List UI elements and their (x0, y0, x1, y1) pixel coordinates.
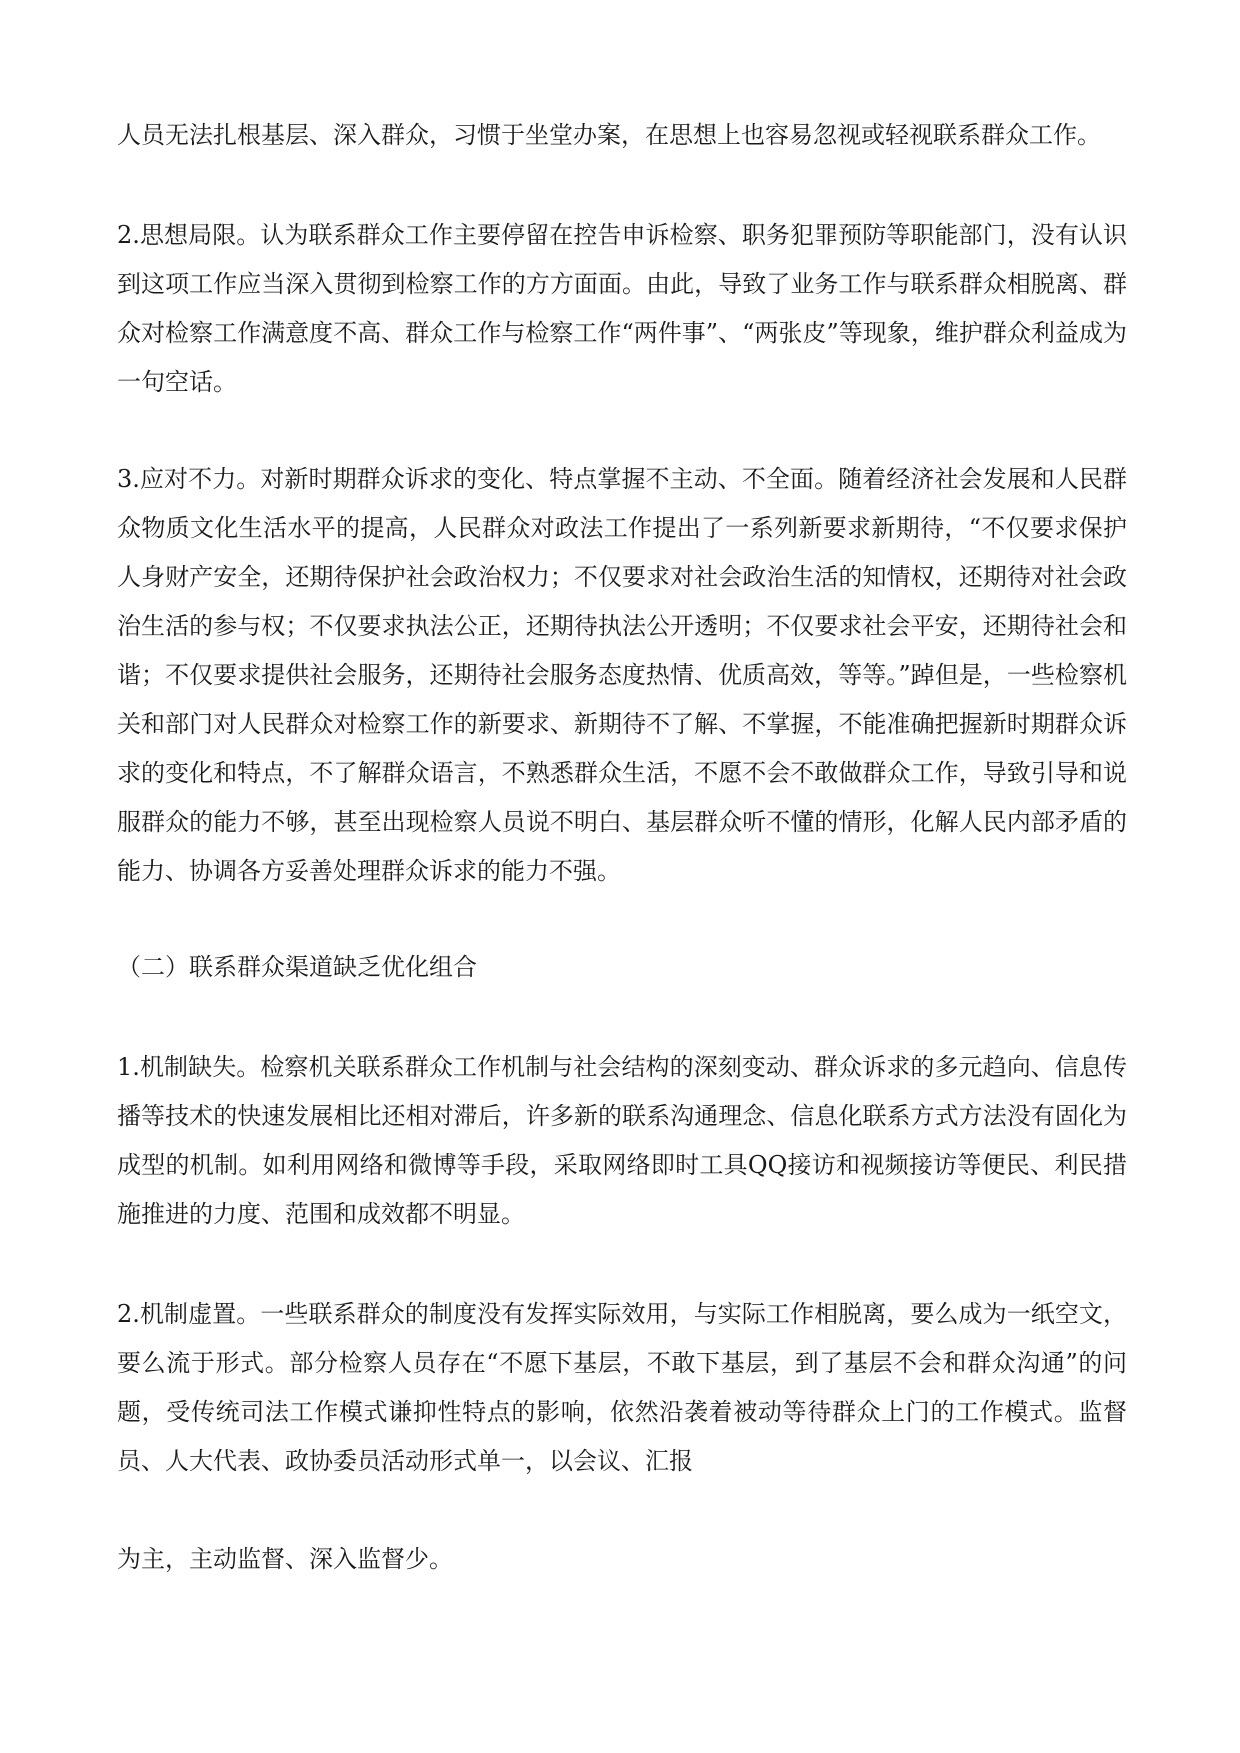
paragraph-continuation: 人员无法扎根基层、深入群众，习惯于坐堂办案，在思想上也容易忽视或轻视联系群众工作。 (117, 121, 1101, 149)
section-heading-2: （二）联系群众渠道缺乏优化组合 (117, 953, 477, 981)
paragraph-item-3-response: 3.应对不力。对新时期群众诉求的变化、特点掌握不主动、不全面。随着经济社会发展和人民群众物质文化生活水平的提高，人民群众对政法工作提出了一系列新要求新期待，“不仅要求保护人身财产安全，还期待保护社会政治权力；不仅要求对社会政治生活的知情权，还期待对社会政治生活的参与权；不仅要求执法公正，还期待执法公开透明；不仅要求社会平安，还期待社会和谐；不仅要求提供社会服务，还期待社会服务态度热情、优质高效，等等。”踔但是，一些检察机关和部门对人民群众对检察工作的新要求、新期待不了解、不掌握，不能准确把握新时期群众诉求的变化和特点，不了解群众语言，不熟悉群众生活，不愿不会不敢做群众工作，导致引导和说服群众的能力不够，甚至出现检察人员说不明白、基层群众听不懂的情形，化解人民内部矛盾的能力、协调各方妥善处理群众诉求的能力不强。 (117, 465, 1127, 885)
paragraph-fragment: 为主，主动监督、深入监督少。 (117, 1545, 453, 1573)
paragraph-item-2-mechanism-idle: 2.机制虚置。一些联系群众的制度没有发挥实际效用，与实际工作相脱离，要么成为一纸空文，要么流于形式。部分检察人员存在“不愿下基层，不敢下基层，到了基层不会和群众沟通”的问题，受传统司法工作模式谦抑性特点的影响，依然沿袭着被动等待群众上门的工作模式。监督员、人大代表、政协委员活动形式单一，以会议、汇报 (117, 1300, 1127, 1475)
paragraph-item-1-mechanism-missing: 1.机制缺失。检察机关联系群众工作机制与社会结构的深刻变动、群众诉求的多元趋向、信息传播等技术的快速发展相比还相对滞后，许多新的联系沟通理念、信息化联系方式方法没有固化为成型的机制。如利用网络和微博等手段，采取网络即时工具QQ接访和视频接访等便民、利民措施推进的力度、范围和成效都不明显。 (117, 1053, 1127, 1228)
paragraph-item-2-thought-limits: 2.思想局限。认为联系群众工作主要停留在控告申诉检察、职务犯罪预防等职能部门，没有认识到这项工作应当深入贯彻到检察工作的方方面面。由此，导致了业务工作与联系群众相脱离、群众对检察工作满意度不高、群众工作与检察工作“两件事”、“两张皮”等现象，维护群众利益成为一句空话。 (117, 221, 1127, 396)
